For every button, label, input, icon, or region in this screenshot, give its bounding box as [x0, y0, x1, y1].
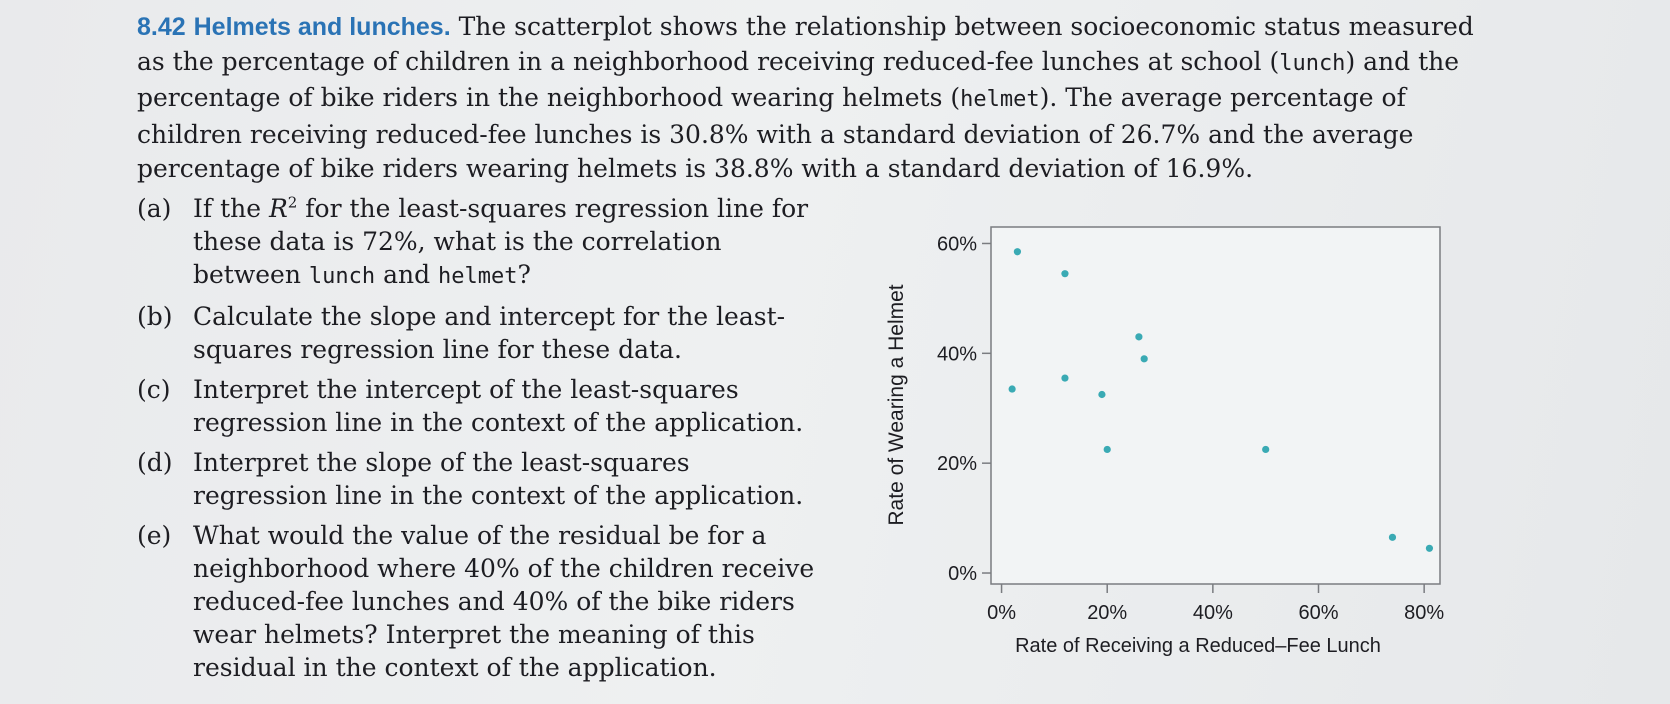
part-e-text: What would the value of the residual be for a neighborhood where 40% of the children receive reduced-fee lunches and 40% of the bike riders wear helmets? Interpret the meaning of this residual in the context of the application.: [193, 521, 815, 682]
var-lunch: lunch: [1279, 50, 1346, 76]
part-c: [137, 373, 817, 439]
data-point: [1009, 385, 1016, 392]
part-e-label: (e): [137, 521, 172, 550]
data-point: [1104, 446, 1111, 453]
data-point: [1141, 355, 1148, 362]
data-point: [1014, 248, 1021, 255]
y-axis-label: Rate of Wearing a Helmet: [885, 284, 908, 526]
part-d: [137, 446, 817, 512]
x-tick-label: 0%: [987, 602, 1017, 624]
problem-statement: [137, 10, 1482, 187]
part-b-text: Calculate the slope and intercept for the least-squares regression line for these data.: [193, 302, 786, 364]
part-a-label: (a): [137, 194, 172, 223]
data-point: [1389, 534, 1396, 541]
x-axis-label: Rate of Receiving a Reduced–Fee Lunch: [1015, 635, 1381, 657]
question-parts: [137, 192, 817, 691]
y-tick-label: 20%: [936, 453, 977, 476]
problem-heading: Helmets and lunches.: [193, 13, 451, 41]
x-tick-label: 80%: [1404, 602, 1445, 624]
var-helmet: helmet: [960, 87, 1040, 112]
part-c-text: Interpret the intercept of the least-squares regression line in the context of the application.: [193, 375, 804, 437]
part-a-text: If the $R^2$ for the least-squares regression line for these data is 72%, what is the correlation between lunch and helmet?: [193, 193, 809, 289]
part-d-text: Interpret the slope of the least-squares regression line in the context of the application.: [193, 448, 804, 510]
part-c-label: (c): [137, 375, 171, 404]
data-point: [1061, 374, 1068, 381]
part-a: [137, 192, 817, 293]
problem-number: 8.42: [137, 13, 186, 41]
part-e: [137, 519, 817, 684]
problem-intro-2: ) and the percentage of bike riders in the neighborhood wearing helmets (: [137, 46, 1460, 112]
data-point: [1262, 446, 1269, 453]
var-lunch-ref: lunch: [308, 264, 376, 289]
plot-frame: [991, 227, 1440, 584]
problem-intro-1: The scatterplot shows the relationship between socioeconomic status measured as the percentage of children in a neighborhood receiving reduced-fee lunches at school (: [137, 12, 1474, 76]
data-point: [1135, 333, 1142, 340]
part-b: [137, 300, 817, 366]
data-point: [1061, 270, 1068, 277]
problem-intro-3: ). The average percentage of children receiving reduced-fee lunches is 30.8% with a standard deviation of 26.7% and the average percentage of bike riders wearing helmets is 38.8% with a standard deviation of 16.9%.: [137, 83, 1414, 183]
part-b-label: (b): [137, 302, 173, 331]
x-tick-label: 60%: [1298, 602, 1339, 624]
data-point: [1098, 391, 1105, 398]
x-tick-label: 40%: [1192, 602, 1233, 624]
y-tick-label: 0%: [948, 563, 977, 586]
y-tick-label: 60%: [936, 233, 977, 256]
y-tick-label: 40%: [936, 343, 977, 366]
x-tick-label: 20%: [1087, 602, 1128, 624]
var-helmet-ref: helmet: [438, 264, 518, 289]
part-d-label: (d): [137, 448, 173, 477]
data-point: [1426, 545, 1433, 552]
